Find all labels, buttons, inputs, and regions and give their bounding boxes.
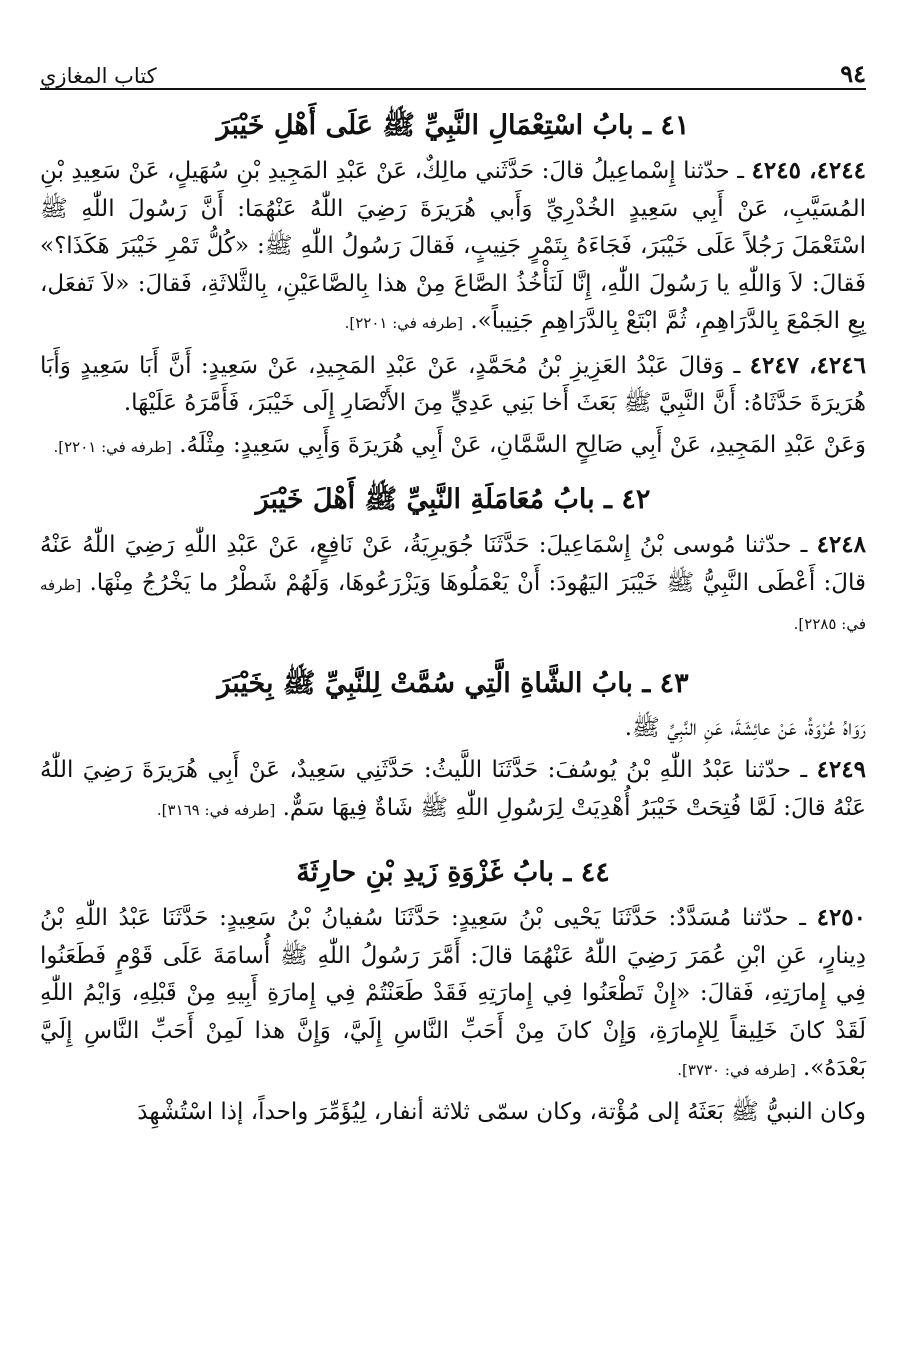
hadith-text: وَعَنْ عَبْدِ المَجِيدِ، عَنْ أَبِي صَالِحٍ السَّمَّانِ، عَنْ أَبِي هُرَيرَةَ وَأَبِي سَعِيدٍ: مِثْلَهُ. bbox=[179, 431, 866, 458]
hadith-4248 bbox=[40, 526, 866, 644]
hadith-4244-4245 bbox=[40, 152, 866, 343]
cross-reference: [طرفه في: ٣١٦٩]. bbox=[156, 800, 276, 819]
chapter-heading-41: ٤١ ـ بابُ اسْتِعْمَالِ النَّبِيِّ ﷺ عَلَى أَهْلِ خَيْبَرَ bbox=[216, 110, 690, 141]
commentary-text bbox=[40, 1094, 866, 1132]
page-number: ٩٤ bbox=[840, 59, 866, 88]
chapter-heading-42: ٤٢ ـ بابُ مُعَامَلَةِ النَّبِيِّ ﷺ أَهْلَ خَيْبَرَ bbox=[255, 484, 651, 515]
page-content bbox=[40, 106, 866, 1131]
hadith-text: رَوَاهُ عُرْوَةُ، عَنْ عائِشَةَ، عَنِ النَّبِيِّ ﷺ. bbox=[624, 714, 866, 741]
hadith-4249 bbox=[40, 751, 866, 829]
page-header bbox=[40, 0, 866, 90]
cross-reference: [طرفه في: ٢٢٠١]. bbox=[53, 437, 172, 456]
book-title: كتاب المغازي bbox=[40, 64, 157, 88]
hadith-number: ٤٢٤٤، ٤٢٤٥ bbox=[751, 157, 866, 184]
hadith-text: ـ حدّثنا عَبْدُ اللّٰهِ بْنُ يُوسُفَ: حَدَّثَنَا اللَّيثُ: حَدَّثَنِي سَعِيدٌ، عَنْ أَبِي هُرَيرَةَ رَضِيَ اللّٰهُ عَنْهُ قالَ: لَمَّا فُتِحَتْ خَيْبَرُ أُهْدِيَتْ لِرَسُولِ اللّٰهِ ﷺ شَاةٌ فِيهَا سَمٌّ. bbox=[40, 757, 866, 821]
hadith-4246-4247 bbox=[40, 347, 866, 423]
narration-note bbox=[40, 710, 866, 748]
hadith-number: ٤٢٤٨ bbox=[816, 531, 866, 558]
cross-reference: [طرفه في: ٣٧٣٠]. bbox=[677, 1061, 796, 1079]
hadith-continuation bbox=[40, 427, 866, 467]
cross-reference: [طرفه في: ٢٢٨٥]. bbox=[40, 575, 866, 633]
hadith-text: ـ حدّثنا إِسْماعِيلُ قالَ: حَدَّثَني مالِكٌ، عَنْ عَبْدِ المَجِيدِ بْنِ سُهَيلٍ، عَنْ سَعِيدِ بْنِ المُسَيَّبِ، عَنْ أَبِي سَعِيدٍ الخُدْرِيِّ وَأَبي هُرَيرَةَ رَضِيَ اللّٰهُ عَنْهُمَا: أَنَّ رَسُولَ اللّٰهِ ﷺ اسْتَعْمَلَ رَجُلاً عَلَى خَيْبَرَ، فَجَاءَهُ بِتَمْرٍ جَنِيبٍ، فَقالَ رَسُولُ اللّٰهِ ﷺ: «كُلُّ تَمْرِ خَيْبَرَ هَكَذَا؟» فَقالَ: لاَ وَاللّٰهِ يا رَسُولَ اللّٰهِ، إِنَّا لَنَأْخُذُ الصَّاعَ مِنْ هذا بِالصَّاعَيْنِ، بِالثَّلاثَةِ، فَقالَ: «لاَ تَفعَل، بِعِ الجَمْعَ بِالدَّرَاهِمِ، ثُمَّ ابْتَعْ بِالدَّرَاهِمِ جَنِيباً». bbox=[40, 158, 866, 334]
cross-reference: [طرفه في: ٢٢٠١]. bbox=[344, 314, 464, 332]
chapter-heading-44: ٤٤ ـ بابُ غَزْوَةِ زَيدِ بْنِ حارِثَةَ bbox=[296, 857, 610, 888]
hadith-number: ٤٢٥٠ bbox=[816, 904, 867, 931]
hadith-4250 bbox=[40, 899, 866, 1090]
hadith-number: ٤٢٤٩ bbox=[816, 756, 866, 783]
hadith-number: ٤٢٤٦، ٤٢٤٧ bbox=[749, 351, 866, 379]
hadith-text: ـ وَقالَ عَبْدُ العَزِيزِ بْنُ مُحَمَّدٍ، عَنْ عَبْدِ المَجِيدِ، عَنْ سَعِيدٍ: أَنَّ أَبَا سَعِيدٍ وَأَبَا هُرَيرَةَ حَدَّثَاهُ: أَنَّ النَّبِيَّ ﷺ بَعَثَ أَخا بَنِي عَدِيٍّ مِنَ الأَنْصَارِ إِلَى خَيْبَرَ، فَأَمَّرَهُ عَلَيْهَا. bbox=[40, 352, 866, 416]
hadith-text: ـ حدّثنا مُسَدَّدٌ: حَدَّثَنَا يَحْيى بْنُ سَعِيدٍ: حَدَّثَنَا سُفيانُ بْنُ سَعِيدٍ: حَدَّثَنَا عَبْدُ اللّٰهِ بْنُ دِينارٍ، عَنِ ابْنِ عُمَرَ رَضِيَ اللّٰهُ عَنْهُمَا قالَ: أَمَّرَ رَسُولُ اللّٰهِ ﷺ أُسامَةَ عَلَى قَوْمٍ فَطَعَنُوا فِي إِمارَتِهِ، فَقالَ: «إِنْ تَطْعَنُوا فِي إِمارَتِهِ فَقَدْ طَعَنْتُمْ فِي إِمارَةِ أَبِيهِ مِنْ قَبْلِهِ، وَايْمُ اللّٰهِ لَقَدْ كانَ خَلِيقاً لِلإِمارَةِ، وَإِنْ كانَ مِنْ أَحَبِّ النَّاسِ إِلَيَّ، وَإِنَّ هذا لَمِنْ أَحَبِّ النَّاسِ إِلَيَّ بَعْدَهُ». bbox=[40, 905, 866, 1081]
hadith-text: وكان النبيُّ ﷺ بَعَثَهُ إلى مُؤْتة، وكان سمّى ثلاثة أنفار، لِيُؤَمِّرَ واحداً، إذا اسْتُشْهِدَ bbox=[137, 1098, 866, 1125]
hadith-text: ـ حدّثنا مُوسى بْنُ إِسْمَاعِيلَ: حَدَّثَنَا جُوَيرِيَةُ، عَنْ نَافِعٍ، عَنْ عَبْدِ اللّٰهِ رَضِيَ اللّٰهُ عَنْهُ قالَ: أَعْطَى النَّبِيُّ ﷺ خَيْبَرَ اليَهُودَ: أَنْ يَعْمَلُوهَا وَيَزْرَعُوهَا، وَلَهُمْ شَطْرُ ما يَخْرُجُ مِنْهَا. bbox=[40, 532, 866, 596]
chapter-heading-43: ٤٣ ـ بابُ الشَّاةِ الَّتِي سُمَّتْ لِلنَّبِيِّ ﷺ بِخَيْبَرَ bbox=[217, 667, 689, 699]
